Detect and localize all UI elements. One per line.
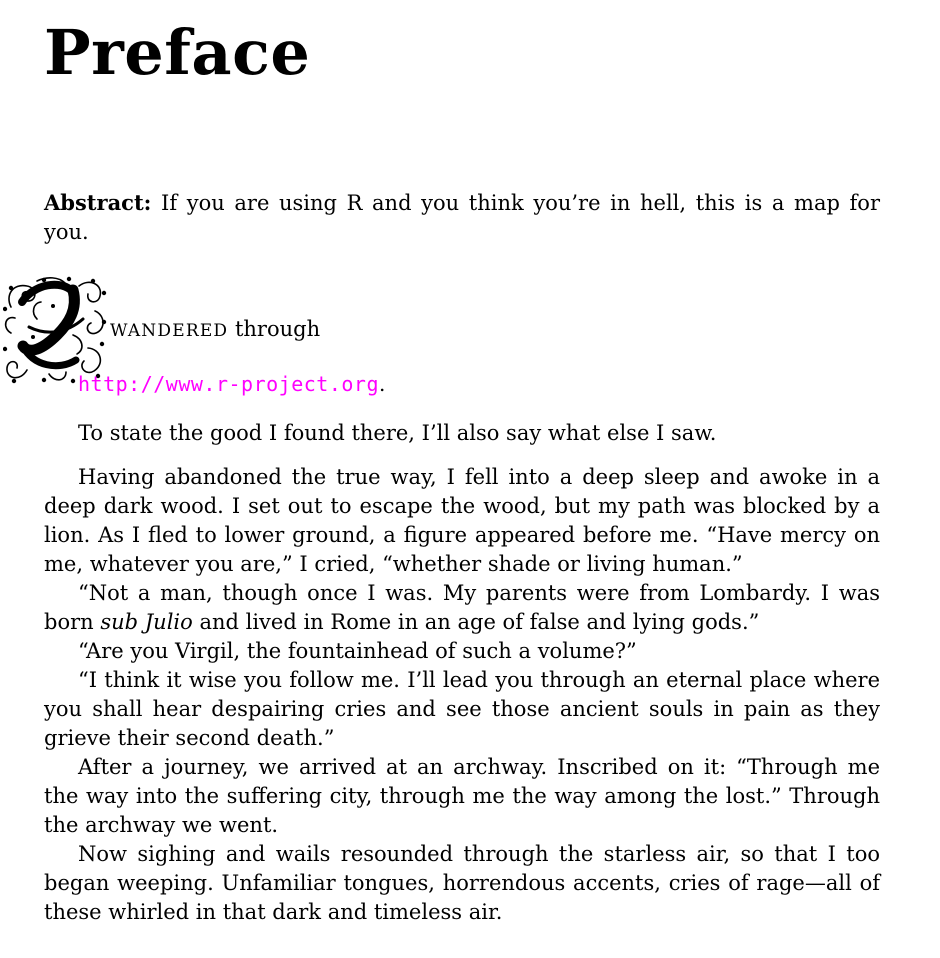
not-a-man-before-italic: “Not a man, though once I was. My parents were from Lombardy. I was born: [44, 581, 880, 634]
not-a-man-italic-phrase: sub Julio: [100, 610, 193, 634]
opening-first-line: [110, 317, 320, 343]
paragraph-after-a-journey: After a journey, we arrived at an archway. Inscribed on it: “Through me the way into the suffering city, through me the way among the lost.” Through the archway we went.: [44, 755, 880, 837]
not-a-man-after-italic: and lived in Rome in an age of false and lying gods.”: [192, 610, 760, 634]
opening-link-line: [78, 370, 385, 399]
paragraph-to-state: To state the good I found there, I’ll also say what else I saw.: [78, 421, 717, 445]
link-trailing-period: .: [378, 372, 386, 396]
r-project-link[interactable]: http://www.r-project.org: [78, 372, 379, 396]
paragraph-having-abandoned: Having abandoned the true way, I fell into a deep sleep and awoke in a deep dark wood. I set out to escape the wood, but my path was blocked by a lion. As I fled to lower ground, a figure appeared before me. “Have mercy on me, whatever you are,” I cried, “whether shade or living human.”: [44, 465, 880, 576]
opening-first-line-rest: through: [234, 317, 321, 341]
paragraph-i-think-it-wise: “I think it wise you follow me. I’ll lead you through an eternal place where you shall hear despairing cries and see those ancient souls in pain as they grieve their second death.”: [44, 668, 880, 750]
abstract-text: If you are using R and you think you’re in hell, this is a map for you.: [44, 191, 880, 244]
opening-paragraph: [44, 275, 880, 396]
paragraph-not-a-man: [44, 579, 880, 637]
paragraph-are-you-virgil: “Are you Virgil, the fountainhead of such a volume?”: [78, 639, 637, 663]
paragraph-now-sighing: Now sighing and wails resounded through the starless air, so that I too began weeping. Unfamiliar tongues, horrendous accents, cries of rage—all of these whirled in that dark and timeless air.: [44, 842, 880, 924]
abstract-label: Abstract:: [44, 190, 152, 215]
abstract: [44, 188, 880, 247]
opening-smallcaps-word: WANDERED: [110, 321, 229, 341]
page-title: Preface: [44, 16, 311, 89]
